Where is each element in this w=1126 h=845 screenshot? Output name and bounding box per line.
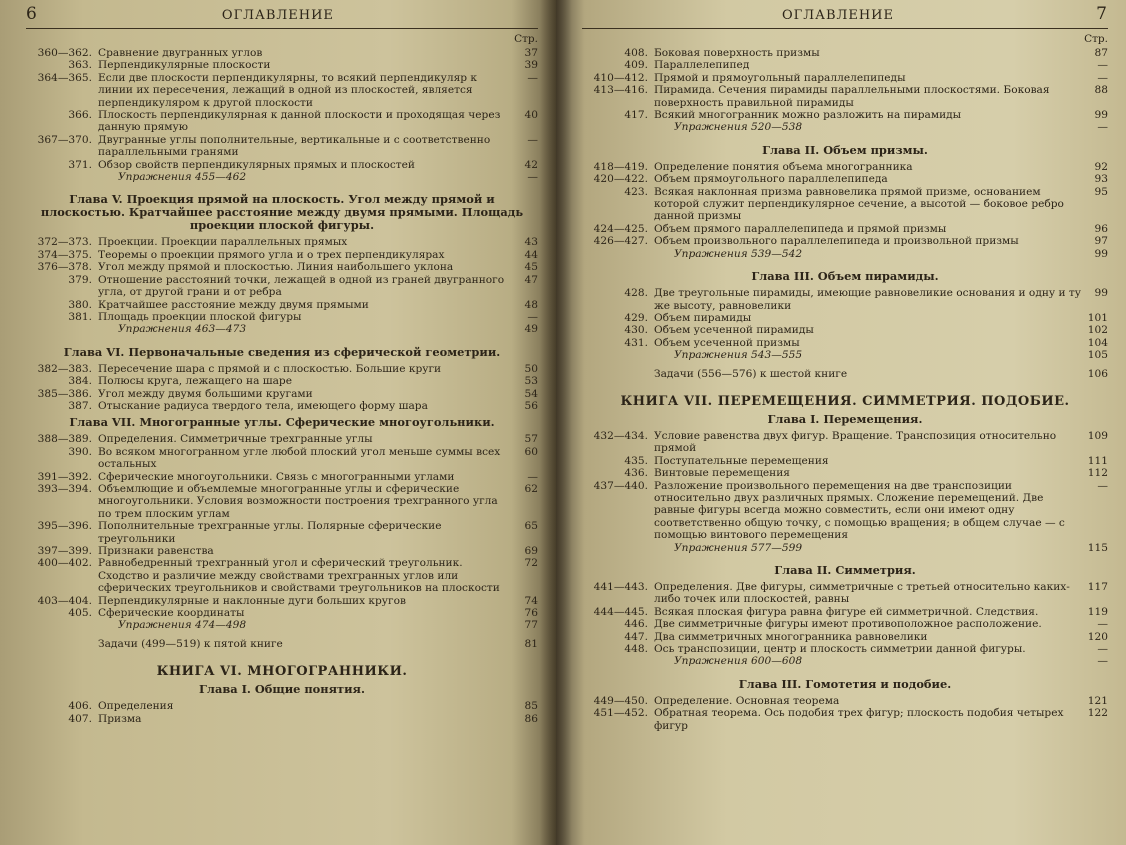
right-running-head <box>582 4 1108 26</box>
chapter-heading: Глава III. Объем пирамиды. <box>751 269 939 284</box>
section-numbers: 372—373. <box>37 236 92 249</box>
toc-entry <box>582 59 1108 71</box>
entry-title: Прямой и прямоугольный параллелепипеды <box>654 71 906 84</box>
page-ref: 49 <box>524 323 538 336</box>
chapter-heading: Глава VII. Многогранные углы. Сферические многоугольники. <box>69 415 495 430</box>
entry-title: Объемлющие и объемлемые многогранные углы и сферические многоугольники. Условия возможности построения трехгранного угла по трем плоским углам <box>98 482 498 520</box>
page-ref: 121 <box>1087 694 1108 707</box>
header-rule <box>26 28 538 29</box>
section-numbers: 430. <box>624 324 648 337</box>
page-ref: 112 <box>1087 467 1108 480</box>
section-numbers: 380. <box>68 298 92 311</box>
section-numbers: 447. <box>624 630 648 643</box>
running-title: ОГЛАВЛЕНИЕ <box>221 8 334 23</box>
page-ref: — <box>1097 643 1108 656</box>
entry-title: Два симметричных многогранника равновелики <box>654 630 928 643</box>
section-numbers: 400—402. <box>37 557 92 570</box>
chapter-heading: Глава V. Проекция прямой на плоскость. Угол между прямой и плоскостью. Кратчайшее расстояние между двумя прямыми. Площадь проекции плоской фигуры. <box>40 192 524 233</box>
section-numbers <box>582 121 654 133</box>
toc-entry <box>26 311 538 323</box>
page-column-label: Стр. <box>514 33 538 45</box>
toc-entry <box>26 471 538 483</box>
entry-title: Объем усеченной призмы <box>654 336 800 349</box>
running-title: ОГЛАВЛЕНИЕ <box>782 8 895 23</box>
page-ref: 102 <box>1087 324 1108 337</box>
section-numbers: 385—386. <box>37 387 92 400</box>
section-numbers: 437—440. <box>593 479 648 492</box>
chapter-heading: Глава I. Общие понятия. <box>199 682 365 697</box>
toc-entry <box>26 595 538 607</box>
section-numbers: 384. <box>68 375 92 388</box>
page-ref: — <box>527 310 538 323</box>
page-ref: — <box>1097 121 1108 134</box>
exercises-entry <box>26 619 538 631</box>
section-numbers: 405. <box>68 607 92 620</box>
toc-entry <box>582 581 1108 606</box>
section-numbers <box>26 323 98 335</box>
page-ref: 40 <box>524 109 538 122</box>
toc-entry <box>582 287 1108 312</box>
entry-title: Сферические координаты <box>98 607 245 620</box>
header-rule <box>582 28 1108 29</box>
page-ref: 48 <box>524 298 538 311</box>
page-ref: 117 <box>1087 581 1108 593</box>
toc-entry <box>582 161 1108 173</box>
page-ref: 111 <box>1087 454 1108 467</box>
page-ref: 45 <box>524 261 538 274</box>
entry-title: Объем пирамиды <box>654 311 752 324</box>
tasks-entry <box>582 368 1108 380</box>
entry-title: Сравнение двугранных углов <box>98 47 263 59</box>
page-ref: — <box>1097 618 1108 631</box>
page-column-label: Стр. <box>1084 33 1108 45</box>
section-numbers: 363. <box>68 59 92 72</box>
toc-entry <box>582 606 1108 618</box>
toc-entry <box>26 299 538 311</box>
entry-title: Пересечение шара с прямой и с плоскостью. Большие круги <box>98 362 442 375</box>
section-numbers: 444—445. <box>593 605 648 618</box>
entry-title: Определение понятия объема многогранника <box>654 160 913 173</box>
entry-title: Двугранные углы пополнительные, вертикальные и с соответственно параллельными гранями <box>98 133 491 159</box>
entry-title: Упражнения 600—608 <box>674 655 803 668</box>
toc-entry <box>582 109 1108 121</box>
toc-entry <box>26 388 538 400</box>
exercises-entry <box>582 542 1108 554</box>
entry-title: Объем произвольного параллелепипеда и произвольной призмы <box>654 235 1019 248</box>
toc-entry <box>26 249 538 261</box>
page-ref: — <box>527 470 538 483</box>
section-numbers: 408. <box>624 47 648 59</box>
entry-title: Объем прямоугольного параллелепипеда <box>654 173 888 186</box>
page-ref: — <box>1097 71 1108 84</box>
section-numbers <box>582 655 654 667</box>
page-ref: 53 <box>524 375 538 388</box>
toc-entry <box>26 713 538 725</box>
section-numbers <box>26 619 98 631</box>
entry-title: Всякая наклонная призма равновелика прямой призме, основанием которой служит перпендикулярное сечение, а высотой — боковое ребро данной призмы <box>654 185 1064 223</box>
page-ref: — <box>527 71 538 84</box>
toc-entry <box>582 643 1108 655</box>
entry-title: Призма <box>98 712 142 725</box>
chapter-heading: Глава II. Объем призмы. <box>762 142 928 157</box>
toc-entry <box>582 337 1108 349</box>
page-ref: 101 <box>1087 311 1108 324</box>
entry-title: Упражнения 539—542 <box>674 247 803 260</box>
toc-list <box>582 47 1108 732</box>
entry-title: Пирамида. Сечения пирамиды параллельными плоскостями. Боковая поверхность правильной пирамиды <box>654 84 1050 109</box>
section-numbers: 426—427. <box>593 235 648 248</box>
entry-title: Упражнения 520—538 <box>674 121 803 134</box>
page-ref: 65 <box>524 520 538 533</box>
toc-entry <box>582 455 1108 467</box>
entry-title: Кратчайшее расстояние между двумя прямыми <box>98 298 369 311</box>
entry-title: Пополнительные трехгранные углы. Полярные сферические треугольники <box>98 520 442 545</box>
entry-title: Обратная теорема. Ось подобия трех фигур; плоскость подобия четырех фигур <box>654 707 1064 732</box>
toc-entry <box>26 47 538 59</box>
section-numbers <box>582 368 654 380</box>
section-numbers <box>582 349 654 361</box>
entry-title: Полюсы круга, лежащего на шаре <box>98 375 292 388</box>
page-ref: 77 <box>524 619 538 632</box>
page-ref: — <box>1097 59 1108 72</box>
page-ref: 60 <box>524 445 538 458</box>
page-ref: 44 <box>524 248 538 261</box>
toc-entry <box>582 47 1108 59</box>
page-ref: 81 <box>524 637 538 650</box>
toc-entry <box>26 400 538 412</box>
exercises-entry <box>582 121 1108 133</box>
toc-entry <box>582 430 1108 455</box>
section-numbers: 449—450. <box>593 694 648 707</box>
page-ref: 120 <box>1087 630 1108 643</box>
page-ref: 105 <box>1087 349 1108 362</box>
section-numbers: 448. <box>624 643 648 656</box>
entry-title: Объем усеченной пирамиды <box>654 324 814 337</box>
toc-entry <box>26 261 538 273</box>
entry-title: Поступательные перемещения <box>654 454 829 467</box>
toc-entry <box>26 363 538 375</box>
section-numbers <box>26 638 98 650</box>
entry-title: Упражнения 474—498 <box>118 619 247 632</box>
page-ref: 43 <box>524 236 538 249</box>
section-numbers: 436. <box>624 467 648 480</box>
section-numbers: 417. <box>624 109 648 122</box>
section-numbers: 410—412. <box>593 71 648 84</box>
entry-title: Определения. Две фигуры, симметричные с третьей относительно каких-либо точек или плоскостей, равны <box>654 581 1070 606</box>
entry-title: Задачи (556—576) к шестой книге <box>654 367 848 380</box>
toc-entry <box>26 274 538 299</box>
page-ref: 85 <box>524 700 538 713</box>
section-numbers: 435. <box>624 454 648 467</box>
toc-entry <box>26 520 538 545</box>
page-number: 7 <box>1096 4 1108 24</box>
section-numbers <box>26 171 98 183</box>
toc-entry <box>26 557 538 594</box>
entry-title: Во всяком многогранном угле любой плоский угол меньше суммы всех остальных <box>98 445 501 471</box>
section-numbers: 364—365. <box>37 71 92 84</box>
section-numbers: 367—370. <box>37 133 92 146</box>
exercises-entry <box>582 655 1108 667</box>
section-numbers: 420—422. <box>593 173 648 186</box>
book-heading: КНИГА VII. ПЕРЕМЕЩЕНИЯ. СИММЕТРИЯ. ПОДОБИЕ. <box>620 393 1070 409</box>
page-ref: 37 <box>524 47 538 59</box>
page-ref: 47 <box>524 273 538 286</box>
toc-entry <box>582 707 1108 732</box>
exercises-entry <box>26 171 538 183</box>
page-ref: 72 <box>524 557 538 570</box>
entry-title: Упражнения 577—599 <box>674 541 803 554</box>
page-ref: 88 <box>1094 84 1108 97</box>
toc-entry <box>582 467 1108 479</box>
left-page <box>0 0 556 845</box>
entry-title: Всякий многогранник можно разложить на пирамиды <box>654 109 962 122</box>
toc-entry <box>582 235 1108 247</box>
entry-title: Упражнения 463—473 <box>118 323 247 336</box>
section-numbers <box>582 248 654 260</box>
section-numbers: 432—434. <box>593 429 648 442</box>
toc-entry <box>582 631 1108 643</box>
section-numbers: 418—419. <box>593 160 648 173</box>
entry-title: Отношение расстояний точки, лежащей в одной из граней двугранного угла, от другой грани и от ребра <box>98 273 505 299</box>
toc-entry <box>582 84 1108 109</box>
page-ref: 57 <box>524 433 538 446</box>
toc-entry <box>26 134 538 159</box>
section-numbers: 366. <box>68 109 92 122</box>
entry-title: Площадь проекции плоской фигуры <box>98 310 302 323</box>
section-numbers: 423. <box>624 185 648 198</box>
entry-title: Угол между прямой и плоскостью. Линия наибольшего уклона <box>98 261 454 274</box>
section-numbers: 388—389. <box>37 433 92 446</box>
section-numbers: 391—392. <box>37 470 92 483</box>
page-ref: 69 <box>524 545 538 557</box>
section-numbers: 393—394. <box>37 482 92 495</box>
section-numbers: 424—425. <box>593 222 648 235</box>
entry-title: Проекции. Проекции параллельных прямых <box>98 236 348 249</box>
page-ref: — <box>527 133 538 146</box>
section-numbers: 371. <box>68 158 92 171</box>
page-ref: 93 <box>1094 173 1108 186</box>
toc-entry <box>26 59 538 71</box>
page-ref: 122 <box>1087 707 1108 720</box>
entry-title: Обзор свойств перпендикулярных прямых и плоскостей <box>98 158 415 171</box>
section-numbers: 360—362. <box>37 47 92 59</box>
section-numbers: 428. <box>624 287 648 300</box>
section-numbers: 381. <box>68 310 92 323</box>
page-ref: 62 <box>524 482 538 495</box>
page-ref: 96 <box>1094 222 1108 235</box>
page-ref: 56 <box>524 399 538 412</box>
entry-title: Равнобедренный трехгранный угол и сферический треугольник. Сходство и различие между свойствами трехгранных углов или сферических треугольников и свойствами треугольников на плоскости <box>98 557 500 595</box>
section-numbers: 413—416. <box>593 84 648 97</box>
page-ref: 74 <box>524 594 538 607</box>
toc-list <box>26 47 538 725</box>
left-running-head <box>26 4 538 26</box>
page-ref: 104 <box>1087 336 1108 349</box>
entry-title: Упражнения 543—555 <box>674 349 803 362</box>
section-numbers: 441—443. <box>593 581 648 593</box>
toc-entry <box>582 618 1108 630</box>
page-ref: 95 <box>1094 185 1108 198</box>
page-ref: 92 <box>1094 160 1108 173</box>
toc-entry <box>26 109 538 134</box>
page-number: 6 <box>26 4 38 24</box>
page-ref: 50 <box>524 362 538 375</box>
section-numbers: 387. <box>68 399 92 412</box>
page-ref: 39 <box>524 59 538 72</box>
entry-title: Отыскание радиуса твердого тела, имеющего форму шара <box>98 399 428 412</box>
toc-entry <box>26 375 538 387</box>
section-numbers: 395—396. <box>37 520 92 533</box>
page-ref: 54 <box>524 387 538 400</box>
section-numbers: 429. <box>624 311 648 324</box>
section-numbers: 376—378. <box>37 261 92 274</box>
page-ref: 99 <box>1094 109 1108 122</box>
entry-title: Две треугольные пирамиды, имеющие равновеликие основания и одну и ту же высоту, равновелики <box>654 287 1082 312</box>
entry-title: Параллелепипед <box>654 59 750 72</box>
section-numbers: 407. <box>68 712 92 725</box>
entry-title: Перпендикулярные и наклонные дуги больших кругов <box>98 594 406 607</box>
entry-title: Определения. Симметричные трехгранные углы <box>98 433 373 446</box>
tasks-entry <box>26 638 538 650</box>
entry-title: Плоскость перпендикулярная к данной плоскости и проходящая через данную прямую <box>98 109 501 134</box>
toc-entry <box>26 446 538 471</box>
entry-title: Две симметричные фигуры имеют противоположное расположение. <box>654 618 1042 631</box>
toc-entry <box>26 72 538 109</box>
toc-entry <box>582 695 1108 707</box>
book-heading: КНИГА VI. МНОГОГРАННИКИ. <box>156 664 408 680</box>
toc-entry <box>26 700 538 712</box>
toc-entry <box>26 607 538 619</box>
entry-title: Определения <box>98 700 174 713</box>
section-numbers: 451—452. <box>593 707 648 720</box>
section-numbers: 379. <box>68 273 92 286</box>
page-ref: 119 <box>1087 605 1108 618</box>
section-numbers <box>582 542 654 554</box>
page-ref: 109 <box>1087 429 1108 442</box>
entry-title: Если две плоскости перпендикулярны, то всякий перпендикуляр к линии их пересечения, лежащий в одной из плоскостей, является перпендикуляром к другой плоскости <box>98 71 478 109</box>
section-numbers: 431. <box>624 336 648 349</box>
section-numbers: 406. <box>68 700 92 713</box>
section-numbers: 374—375. <box>37 248 92 261</box>
page-ref: — <box>527 171 538 184</box>
entry-title: Упражнения 455—462 <box>118 171 247 184</box>
toc-entry <box>582 312 1108 324</box>
toc-entry <box>26 159 538 171</box>
entry-title: Определение. Основная теорема <box>654 694 840 707</box>
chapter-heading: Глава I. Перемещения. <box>767 411 923 426</box>
section-numbers: 403—404. <box>37 594 92 607</box>
exercises-entry <box>582 248 1108 260</box>
toc-entry <box>582 72 1108 84</box>
entry-title: Перпендикулярные плоскости <box>98 59 271 72</box>
page-ref: 99 <box>1094 247 1108 260</box>
entry-title: Теоремы о проекции прямого угла и о трех перпендикулярах <box>98 248 445 261</box>
chapter-heading: Глава VI. Первоначальные сведения из сферической геометрии. <box>63 344 501 359</box>
page-ref: — <box>1097 479 1108 492</box>
page-ref: 42 <box>524 158 538 171</box>
entry-title: Винтовые перемещения <box>654 467 790 480</box>
entry-title: Боковая поверхность призмы <box>654 47 820 59</box>
page-ref: 115 <box>1087 541 1108 554</box>
toc-entry <box>582 173 1108 185</box>
toc-entry <box>26 236 538 248</box>
toc-entry <box>582 223 1108 235</box>
entry-title: Условие равенства двух фигур. Вращение. Транспозиция относительно прямой <box>654 429 1057 455</box>
page-ref: 99 <box>1094 287 1108 300</box>
toc-entry <box>582 480 1108 542</box>
page-ref: 97 <box>1094 235 1108 248</box>
section-numbers: 409. <box>624 59 648 72</box>
exercises-entry <box>582 349 1108 361</box>
page-ref: — <box>1097 655 1108 668</box>
exercises-entry <box>26 323 538 335</box>
section-numbers: 390. <box>68 445 92 458</box>
page-ref: 87 <box>1094 47 1108 59</box>
entry-title: Разложение произвольного перемещения на две транспозиции относительно двух различных прямых. Сложение перемещений. Две равные фигуры всегда можно совместить, если они имеют одну соответственно общую точку, с помощью вращения; в общем случае — с помощью винтового перемещения <box>654 479 1065 542</box>
page-ref: 76 <box>524 607 538 620</box>
toc-entry <box>26 483 538 520</box>
section-numbers: 446. <box>624 618 648 631</box>
toc-entry <box>582 324 1108 336</box>
toc-entry <box>26 433 538 445</box>
right-page <box>556 0 1126 845</box>
toc-entry <box>26 545 538 557</box>
entry-title: Сферические многоугольники. Связь с многогранными углами <box>98 470 455 483</box>
entry-title: Признаки равенства <box>98 545 214 557</box>
entry-title: Угол между двумя большими кругами <box>98 387 313 400</box>
toc-entry <box>582 186 1108 223</box>
entry-title: Задачи (499—519) к пятой книге <box>98 637 283 650</box>
section-numbers: 382—383. <box>37 362 92 375</box>
page-ref: 106 <box>1087 367 1108 380</box>
entry-title: Объем прямого параллелепипеда и прямой призмы <box>654 222 947 235</box>
section-numbers: 397—399. <box>37 545 92 557</box>
entry-title: Всякая плоская фигура равна фигуре ей симметричной. Следствия. <box>654 605 1039 618</box>
page-ref: 86 <box>524 712 538 725</box>
chapter-heading: Глава III. Гомотетия и подобие. <box>738 676 952 691</box>
entry-title: Ось транспозиции, центр и плоскость симметрии данной фигуры. <box>654 643 1026 656</box>
chapter-heading: Глава II. Симметрия. <box>774 563 916 577</box>
